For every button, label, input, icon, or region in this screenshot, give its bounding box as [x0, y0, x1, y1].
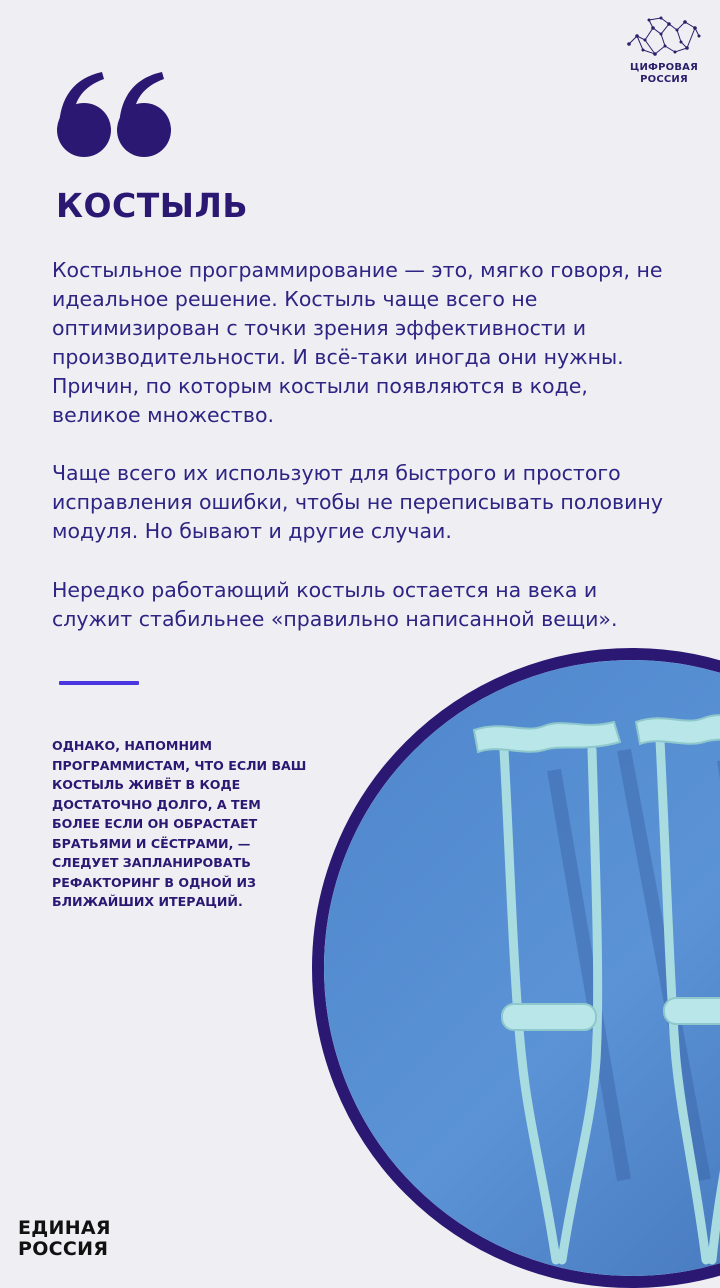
digital-russia-logo	[622, 14, 706, 90]
united-russia-logo: ЕДИНАЯ РОССИЯ	[18, 1217, 111, 1260]
digital-russia-logo-text: ЦИФРОВАЯ РОССИЯ	[629, 62, 699, 85]
page-title: КОСТЫЛЬ	[56, 186, 249, 225]
constellation-bear-icon	[625, 14, 703, 60]
quote-icon	[56, 70, 174, 165]
crutches-photo	[312, 648, 720, 1288]
paragraph-3: Нередко работающий костыль остается на века и служит стабильнее «правильно написанной вещи».	[52, 578, 618, 631]
note-text: ОДНАКО, НАПОМНИМ ПРОГРАММИСТАМ, ЧТО ЕСЛИ ВАШ КОСТЫЛЬ ЖИВЁТ В КОДЕ ДОСТАТОЧНО ДОЛГО, А ТЕМ БОЛЕЕ ЕСЛИ ОН ОБРАСТАЕТ БРАТЬЯМИ И СЁСТРАМИ, — СЛЕДУЕТ ЗАПЛАНИРОВАТЬ РЕФАКТОРИНГ В ОДНОЙ ИЗ БЛИЖАЙШИХ ИТЕРАЦИЙ.	[52, 738, 307, 909]
paragraph-1: Костыльное программирование — это, мягко говоря, не идеальное решение. Костыль чаще всего не оптимизирован с точки зрения эффективности и производительности. И всё-таки иногда они нужны. Причин, по которым костыли появляются в коде, великое множество.	[52, 258, 663, 427]
divider	[59, 681, 139, 685]
paragraph-2: Чаще всего их используют для быстрого и простого исправления ошибки, чтобы не переписывать половину модуля. Но бывают и другие случаи.	[52, 461, 663, 543]
